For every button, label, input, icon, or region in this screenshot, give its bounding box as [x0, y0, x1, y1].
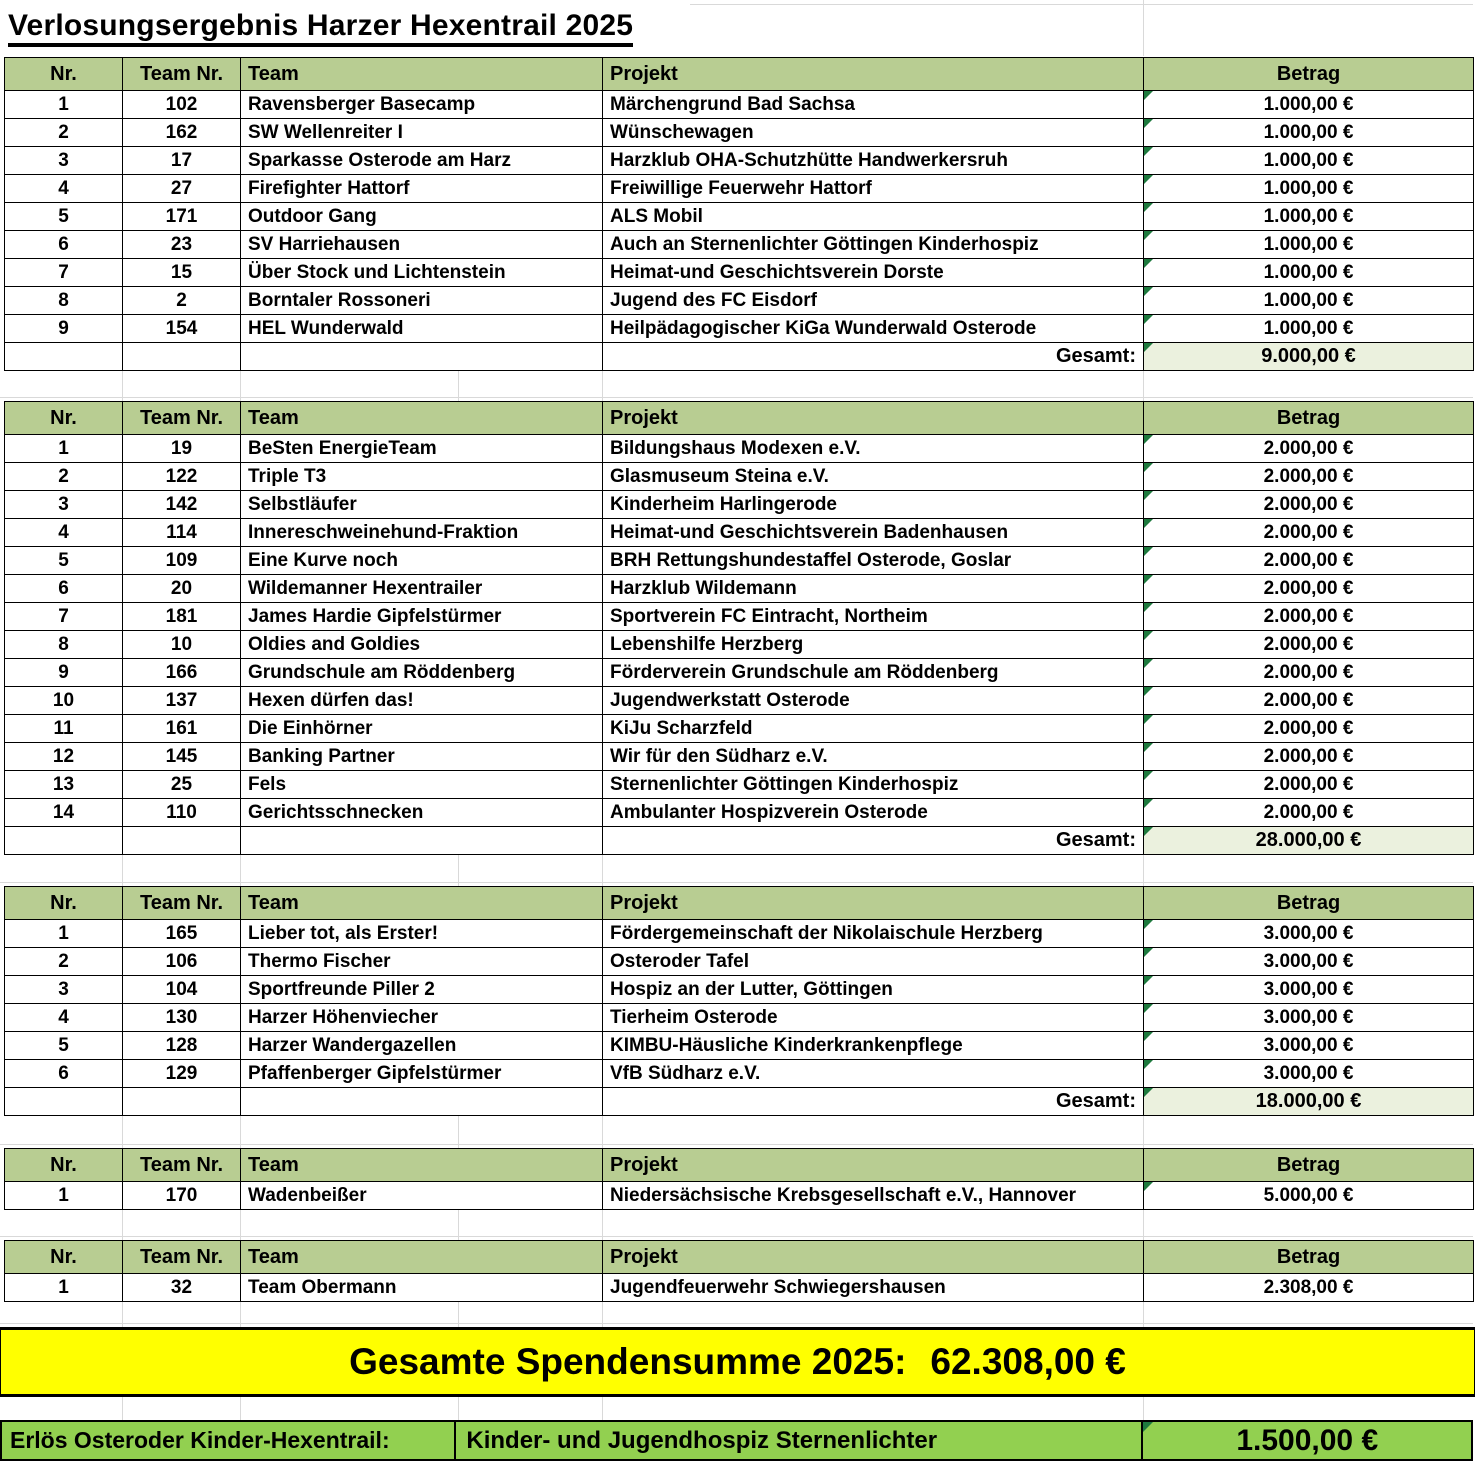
cell-betrag: 3.000,00 €: [1144, 1032, 1474, 1060]
cell-team: Lieber tot, als Erster!: [241, 920, 603, 948]
col-header-team: Team: [241, 402, 603, 435]
cell-team-nr: 161: [123, 715, 241, 743]
faint-gridline-vertical: [1143, 0, 1144, 56]
cell-nr: 8: [5, 287, 123, 315]
cell-projekt: ALS Mobil: [603, 203, 1144, 231]
cell-projekt: Osteroder Tafel: [603, 948, 1144, 976]
col-header-team: Team: [241, 58, 603, 91]
cell-betrag: 3.000,00 €: [1144, 948, 1474, 976]
cell-team: SV Harriehausen: [241, 231, 603, 259]
gesamt-row: [5, 1088, 1474, 1116]
title-row: [0, 0, 1475, 57]
cell-nr: 3: [5, 147, 123, 175]
table-row: [5, 799, 1474, 827]
cell-team-nr: 181: [123, 603, 241, 631]
cell-projekt: Wir für den Südharz e.V.: [603, 743, 1144, 771]
cell-team: Pfaffenberger Gipfelstürmer: [241, 1060, 603, 1088]
cell-nr: 3: [5, 976, 123, 1004]
cell-team: Team Obermann: [241, 1274, 603, 1302]
cell-nr: 12: [5, 743, 123, 771]
kinder-hexentrail-betrag: 1.500,00 €: [1143, 1422, 1471, 1459]
cell-projekt: Märchengrund Bad Sachsa: [603, 91, 1144, 119]
cell-team-nr: 128: [123, 1032, 241, 1060]
col-header-projekt: Projekt: [603, 1241, 1144, 1274]
cell-team: James Hardie Gipfelstürmer: [241, 603, 603, 631]
cell-betrag: 3.000,00 €: [1144, 976, 1474, 1004]
col-header-betrag: Betrag: [1144, 58, 1474, 91]
cell-team-nr: 130: [123, 1004, 241, 1032]
cell-nr: 2: [5, 463, 123, 491]
table-row: [5, 771, 1474, 799]
table-row: [5, 1004, 1474, 1032]
cell-team: Hexen dürfen das!: [241, 687, 603, 715]
prize-table-1: [4, 57, 1474, 371]
cell-empty: [241, 343, 603, 371]
cell-nr: 1: [5, 1274, 123, 1302]
grid-spacer: [0, 855, 1475, 886]
cell-projekt: Auch an Sternenlichter Göttingen Kinderhospiz: [603, 231, 1144, 259]
col-header-team-nr: Team Nr.: [123, 1149, 241, 1182]
table-header-row: [5, 887, 1474, 920]
cell-projekt: Harzklub Wildemann: [603, 575, 1144, 603]
prize-tables: [0, 57, 1475, 1327]
cell-projekt: Kinderheim Harlingerode: [603, 491, 1144, 519]
cell-betrag: 1.000,00 €: [1144, 259, 1474, 287]
cell-betrag: 1.000,00 €: [1144, 315, 1474, 343]
gesamt-value: 9.000,00 €: [1144, 343, 1474, 371]
cell-nr: 2: [5, 119, 123, 147]
cell-betrag: 2.000,00 €: [1144, 631, 1474, 659]
cell-nr: 6: [5, 575, 123, 603]
cell-team: Die Einhörner: [241, 715, 603, 743]
col-header-projekt: Projekt: [603, 1149, 1144, 1182]
table-row: [5, 659, 1474, 687]
cell-betrag: 2.000,00 €: [1144, 799, 1474, 827]
cell-betrag: 1.000,00 €: [1144, 91, 1474, 119]
cell-team: Über Stock und Lichtenstein: [241, 259, 603, 287]
cell-team-nr: 104: [123, 976, 241, 1004]
cell-team-nr: 110: [123, 799, 241, 827]
cell-team: Innereschweinehund-Fraktion: [241, 519, 603, 547]
cell-team: Wildemanner Hexentrailer: [241, 575, 603, 603]
table-row: [5, 175, 1474, 203]
cell-nr: 9: [5, 315, 123, 343]
col-header-projekt: Projekt: [603, 887, 1144, 920]
table-row: [5, 1274, 1474, 1302]
table-row: [5, 948, 1474, 976]
cell-team: Firefighter Hattorf: [241, 175, 603, 203]
total-donation-banner: [0, 1327, 1475, 1397]
col-header-projekt: Projekt: [603, 58, 1144, 91]
table-row: [5, 287, 1474, 315]
cell-projekt: Tierheim Osterode: [603, 1004, 1144, 1032]
cell-betrag: 5.000,00 €: [1144, 1182, 1474, 1210]
col-header-betrag: Betrag: [1144, 1241, 1474, 1274]
cell-team: Thermo Fischer: [241, 948, 603, 976]
table-row: [5, 147, 1474, 175]
cell-team-nr: 122: [123, 463, 241, 491]
cell-nr: 9: [5, 659, 123, 687]
cell-team: Borntaler Rossoneri: [241, 287, 603, 315]
table-row: [5, 687, 1474, 715]
table-row: [5, 91, 1474, 119]
cell-betrag: 2.000,00 €: [1144, 519, 1474, 547]
col-header-nr: Nr.: [5, 58, 123, 91]
cell-projekt: Heilpädagogischer KiGa Wunderwald Osterode: [603, 315, 1144, 343]
cell-team-nr: 20: [123, 575, 241, 603]
cell-betrag: 1.000,00 €: [1144, 203, 1474, 231]
cell-team-nr: 27: [123, 175, 241, 203]
table-row: [5, 491, 1474, 519]
cell-projekt: Lebenshilfe Herzberg: [603, 631, 1144, 659]
table-row: [5, 119, 1474, 147]
cell-empty: [241, 827, 603, 855]
table-row: [5, 920, 1474, 948]
cell-betrag: 2.000,00 €: [1144, 743, 1474, 771]
col-header-nr: Nr.: [5, 1241, 123, 1274]
grid-spacer: [0, 1210, 1475, 1240]
cell-team-nr: 171: [123, 203, 241, 231]
cell-team: Harzer Wandergazellen: [241, 1032, 603, 1060]
col-header-team-nr: Team Nr.: [123, 58, 241, 91]
cell-betrag: 2.000,00 €: [1144, 603, 1474, 631]
cell-nr: 4: [5, 519, 123, 547]
cell-nr: 14: [5, 799, 123, 827]
cell-team-nr: 129: [123, 1060, 241, 1088]
gesamt-row: [5, 343, 1474, 371]
cell-projekt: Jugendfeuerwehr Schwiegershausen: [603, 1274, 1144, 1302]
cell-empty: [123, 827, 241, 855]
cell-team: Ravensberger Basecamp: [241, 91, 603, 119]
table-row: [5, 715, 1474, 743]
cell-team: Wadenbeißer: [241, 1182, 603, 1210]
table-row: [5, 575, 1474, 603]
cell-betrag: 2.000,00 €: [1144, 659, 1474, 687]
table-header-row: [5, 1241, 1474, 1274]
col-header-betrag: Betrag: [1144, 887, 1474, 920]
cell-team: Selbstläufer: [241, 491, 603, 519]
cell-nr: 4: [5, 175, 123, 203]
cell-team-nr: 23: [123, 231, 241, 259]
cell-projekt: Wünschewagen: [603, 119, 1144, 147]
col-header-team-nr: Team Nr.: [123, 887, 241, 920]
gesamt-label: Gesamt:: [603, 1088, 1144, 1116]
cell-nr: 10: [5, 687, 123, 715]
cell-nr: 2: [5, 948, 123, 976]
cell-nr: 1: [5, 920, 123, 948]
cell-nr: 1: [5, 1182, 123, 1210]
cell-nr: 5: [5, 1032, 123, 1060]
cell-team-nr: 106: [123, 948, 241, 976]
cell-betrag: 2.000,00 €: [1144, 547, 1474, 575]
cell-projekt: Glasmuseum Steina e.V.: [603, 463, 1144, 491]
cell-nr: 5: [5, 547, 123, 575]
cell-team: Gerichtsschnecken: [241, 799, 603, 827]
cell-projekt: Förderverein Grundschule am Röddenberg: [603, 659, 1144, 687]
cell-projekt: VfB Südharz e.V.: [603, 1060, 1144, 1088]
table-row: [5, 1060, 1474, 1088]
cell-projekt: Jugendwerkstatt Osterode: [603, 687, 1144, 715]
cell-empty: [5, 343, 123, 371]
cell-betrag: 1.000,00 €: [1144, 119, 1474, 147]
table-row: [5, 231, 1474, 259]
cell-betrag: 3.000,00 €: [1144, 1004, 1474, 1032]
table-header-row: [5, 58, 1474, 91]
cell-projekt: Sportverein FC Eintracht, Northeim: [603, 603, 1144, 631]
cell-team-nr: 145: [123, 743, 241, 771]
cell-team-nr: 137: [123, 687, 241, 715]
col-header-team: Team: [241, 1241, 603, 1274]
cell-betrag: 2.000,00 €: [1144, 687, 1474, 715]
cell-team: Eine Kurve noch: [241, 547, 603, 575]
cell-betrag: 2.000,00 €: [1144, 715, 1474, 743]
cell-team-nr: 109: [123, 547, 241, 575]
cell-nr: 3: [5, 491, 123, 519]
table-row: [5, 976, 1474, 1004]
col-header-nr: Nr.: [5, 402, 123, 435]
prize-table-5: [4, 1240, 1474, 1302]
cell-projekt: Jugend des FC Eisdorf: [603, 287, 1144, 315]
grid-spacer: [0, 1116, 1475, 1148]
cell-betrag: 2.000,00 €: [1144, 771, 1474, 799]
cell-projekt: KIMBU-Häusliche Kinderkrankenpflege: [603, 1032, 1144, 1060]
cell-team-nr: 142: [123, 491, 241, 519]
gesamt-row: [5, 827, 1474, 855]
cell-empty: [123, 343, 241, 371]
cell-team: Harzer Höhenviecher: [241, 1004, 603, 1032]
cell-empty: [5, 1088, 123, 1116]
gesamt-value: 28.000,00 €: [1144, 827, 1474, 855]
grid-spacer: [0, 1302, 1475, 1327]
kinder-hexentrail-row: [0, 1420, 1473, 1461]
cell-projekt: Freiwillige Feuerwehr Hattorf: [603, 175, 1144, 203]
grid-spacer: [0, 371, 1475, 401]
total-donation-amount: 62.308,00 €: [930, 1341, 1126, 1382]
col-header-betrag: Betrag: [1144, 1149, 1474, 1182]
cell-team-nr: 10: [123, 631, 241, 659]
cell-betrag: 2.000,00 €: [1144, 575, 1474, 603]
gesamt-label: Gesamt:: [603, 343, 1144, 371]
cell-team: Fels: [241, 771, 603, 799]
cell-projekt: Bildungshaus Modexen e.V.: [603, 435, 1144, 463]
cell-projekt: Fördergemeinschaft der Nikolaischule Herzberg: [603, 920, 1144, 948]
page-title: Verlosungsergebnis Harzer Hexentrail 2025: [8, 9, 633, 47]
cell-team: Sportfreunde Piller 2: [241, 976, 603, 1004]
gesamt-label: Gesamt:: [603, 827, 1144, 855]
cell-team-nr: 19: [123, 435, 241, 463]
table-row: [5, 203, 1474, 231]
cell-team: Banking Partner: [241, 743, 603, 771]
table-row: [5, 547, 1474, 575]
grid-spacer: [0, 1397, 1475, 1420]
cell-projekt: Harzklub OHA-Schutzhütte Handwerkersruh: [603, 147, 1144, 175]
total-donation-label: Gesamte Spendensumme 2025:: [349, 1341, 907, 1382]
table-row: [5, 603, 1474, 631]
cell-team: BeSten EnergieTeam: [241, 435, 603, 463]
cell-empty: [123, 1088, 241, 1116]
gesamt-value: 18.000,00 €: [1144, 1088, 1474, 1116]
col-header-nr: Nr.: [5, 1149, 123, 1182]
cell-team-nr: 32: [123, 1274, 241, 1302]
col-header-team: Team: [241, 887, 603, 920]
faint-gridline-horizontal: [690, 4, 1473, 5]
cell-team-nr: 166: [123, 659, 241, 687]
cell-team: HEL Wunderwald: [241, 315, 603, 343]
cell-betrag: 3.000,00 €: [1144, 920, 1474, 948]
cell-betrag: 1.000,00 €: [1144, 175, 1474, 203]
col-header-nr: Nr.: [5, 887, 123, 920]
col-header-team-nr: Team Nr.: [123, 1241, 241, 1274]
cell-team: Triple T3: [241, 463, 603, 491]
cell-betrag: 2.000,00 €: [1144, 463, 1474, 491]
cell-projekt: BRH Rettungshundestaffel Osterode, Goslar: [603, 547, 1144, 575]
cell-team-nr: 165: [123, 920, 241, 948]
cell-nr: 8: [5, 631, 123, 659]
cell-nr: 1: [5, 91, 123, 119]
cell-team: Grundschule am Röddenberg: [241, 659, 603, 687]
cell-projekt: KiJu Scharzfeld: [603, 715, 1144, 743]
cell-projekt: Ambulanter Hospizverein Osterode: [603, 799, 1144, 827]
cell-betrag: 3.000,00 €: [1144, 1060, 1474, 1088]
cell-betrag: 2.000,00 €: [1144, 435, 1474, 463]
cell-team-nr: 154: [123, 315, 241, 343]
cell-team-nr: 162: [123, 119, 241, 147]
cell-betrag: 1.000,00 €: [1144, 287, 1474, 315]
table-row: [5, 1032, 1474, 1060]
table-header-row: [5, 1149, 1474, 1182]
cell-nr: 6: [5, 1060, 123, 1088]
cell-empty: [241, 1088, 603, 1116]
table-row: [5, 631, 1474, 659]
cell-nr: 5: [5, 203, 123, 231]
cell-nr: 13: [5, 771, 123, 799]
table-row: [5, 519, 1474, 547]
cell-projekt: Heimat-und Geschichtsverein Dorste: [603, 259, 1144, 287]
cell-team: SW Wellenreiter I: [241, 119, 603, 147]
cell-projekt: Hospiz an der Lutter, Göttingen: [603, 976, 1144, 1004]
cell-team: Outdoor Gang: [241, 203, 603, 231]
cell-team: Sparkasse Osterode am Harz: [241, 147, 603, 175]
cell-projekt: Sternenlichter Göttingen Kinderhospiz: [603, 771, 1144, 799]
col-header-team-nr: Team Nr.: [123, 402, 241, 435]
table-row: [5, 315, 1474, 343]
table-row: [5, 743, 1474, 771]
table-row: [5, 435, 1474, 463]
table-header-row: [5, 402, 1474, 435]
cell-nr: 1: [5, 435, 123, 463]
kinder-hexentrail-label: Erlös Osteroder Kinder-Hexentrail:: [2, 1422, 456, 1459]
col-header-betrag: Betrag: [1144, 402, 1474, 435]
cell-team-nr: 15: [123, 259, 241, 287]
cell-team-nr: 170: [123, 1182, 241, 1210]
cell-team-nr: 25: [123, 771, 241, 799]
cell-betrag: 2.308,00 €: [1144, 1274, 1474, 1302]
cell-projekt: Heimat-und Geschichtsverein Badenhausen: [603, 519, 1144, 547]
cell-betrag: 1.000,00 €: [1144, 147, 1474, 175]
table-row: [5, 259, 1474, 287]
cell-nr: 11: [5, 715, 123, 743]
prize-table-2: [4, 401, 1474, 855]
cell-betrag: 2.000,00 €: [1144, 491, 1474, 519]
col-header-team: Team: [241, 1149, 603, 1182]
cell-betrag: 1.000,00 €: [1144, 231, 1474, 259]
cell-empty: [5, 827, 123, 855]
cell-team: Oldies and Goldies: [241, 631, 603, 659]
cell-nr: 6: [5, 231, 123, 259]
kinder-hexentrail-projekt: Kinder- und Jugendhospiz Sternenlichter: [456, 1422, 1143, 1459]
col-header-projekt: Projekt: [603, 402, 1144, 435]
cell-team-nr: 2: [123, 287, 241, 315]
cell-team-nr: 102: [123, 91, 241, 119]
prize-table-3: [4, 886, 1474, 1116]
cell-team-nr: 114: [123, 519, 241, 547]
table-row: [5, 463, 1474, 491]
cell-projekt: Niedersächsische Krebsgesellschaft e.V., Hannover: [603, 1182, 1144, 1210]
cell-nr: 7: [5, 603, 123, 631]
cell-nr: 7: [5, 259, 123, 287]
cell-nr: 4: [5, 1004, 123, 1032]
table-row: [5, 1182, 1474, 1210]
prize-table-4: [4, 1148, 1474, 1210]
cell-team-nr: 17: [123, 147, 241, 175]
